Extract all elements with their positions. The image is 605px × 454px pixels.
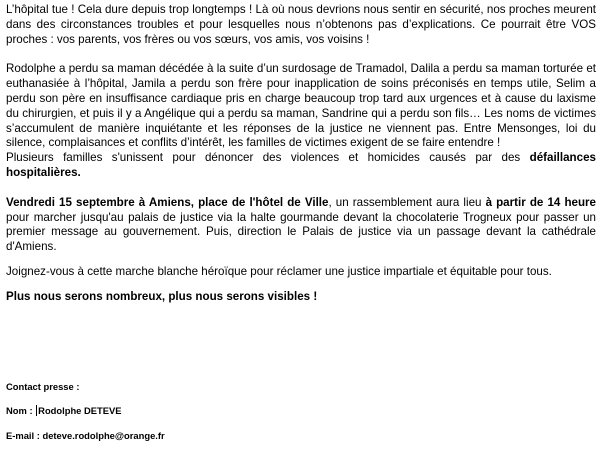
hospital-failures-bold: défaillances hospitalières. bbox=[6, 151, 596, 179]
name-value: Rodolphe DETEVE bbox=[38, 405, 122, 416]
join-paragraph: Joignez-vous à cette marche blanche héroïque pour réclamer une justice impartiale et équitable pour tous. bbox=[6, 264, 552, 278]
event-date-place: Vendredi 15 septembre à Amiens, place de l'hôtel de Ville bbox=[6, 195, 329, 209]
victims-paragraph: Rodolphe a perdu sa maman décédée à la suite d’un surdosage de Tramadol, Dalila a perdu sa maman torturée et euthanasiée à l’hôpital, Jamila a perdu son frère pour inapplication de soins préconisés en temps utile, Selim a perdu son père en insuffisance cardiaque pris en charge beaucoup trop tard aux urgences et à cause du laxisme du chirurgien, et puis il y a Angélique qui a perdu sa maman, Sandrine qui a perdu son fils… Les noms de victimes s’accumulent de manière inquiétante et les réponses de la justice ne viennent pas. Entre Mensonges, loi du silence, complaisances et conflits d’intérêt, les familles de victimes exigent de se faire entendre ! bbox=[6, 62, 596, 150]
event-text-2: pour marcher jusqu'au palais de justice via la halte gourmande devant la chocolaterie Trogneux pour passer un premier message au gouvernement. Puis, direction le Palais de justice via un passage devant la cathédrale d'Amiens. bbox=[6, 210, 596, 254]
name-label: Nom : bbox=[6, 405, 33, 416]
families-paragraph bbox=[6, 151, 596, 181]
slogan-paragraph: Plus nous serons nombreux, plus nous serons visibles ! bbox=[6, 289, 318, 303]
email-label: E-mail : bbox=[6, 430, 40, 441]
press-release-body bbox=[6, 3, 596, 305]
contact-heading: Contact presse : bbox=[6, 381, 80, 392]
contact-email-line bbox=[6, 430, 596, 442]
event-paragraph bbox=[6, 196, 596, 255]
contact-name-line bbox=[6, 405, 596, 417]
email-value: deteve.rodolphe@orange.fr bbox=[42, 430, 165, 441]
event-text-1: , un rassemblement aura lieu bbox=[328, 195, 486, 209]
families-text: Plusieurs familles s'unissent pour dénoncer des violences et homicides causés par des bbox=[6, 151, 530, 165]
intro-paragraph: L’hôpital tue ! Cela dure depuis trop longtemps ! Là où nous devrions nous sentir en sécurité, nos proches meurent dans des circonstances troubles et pour lesquelles nous n’obtenons pas d’explications. Ce pourrait être VOS proches : vos parents, vos frères ou vos sœurs, vos amis, vos voisins ! bbox=[6, 3, 596, 46]
event-time: à partir de 14 heure bbox=[485, 195, 597, 209]
